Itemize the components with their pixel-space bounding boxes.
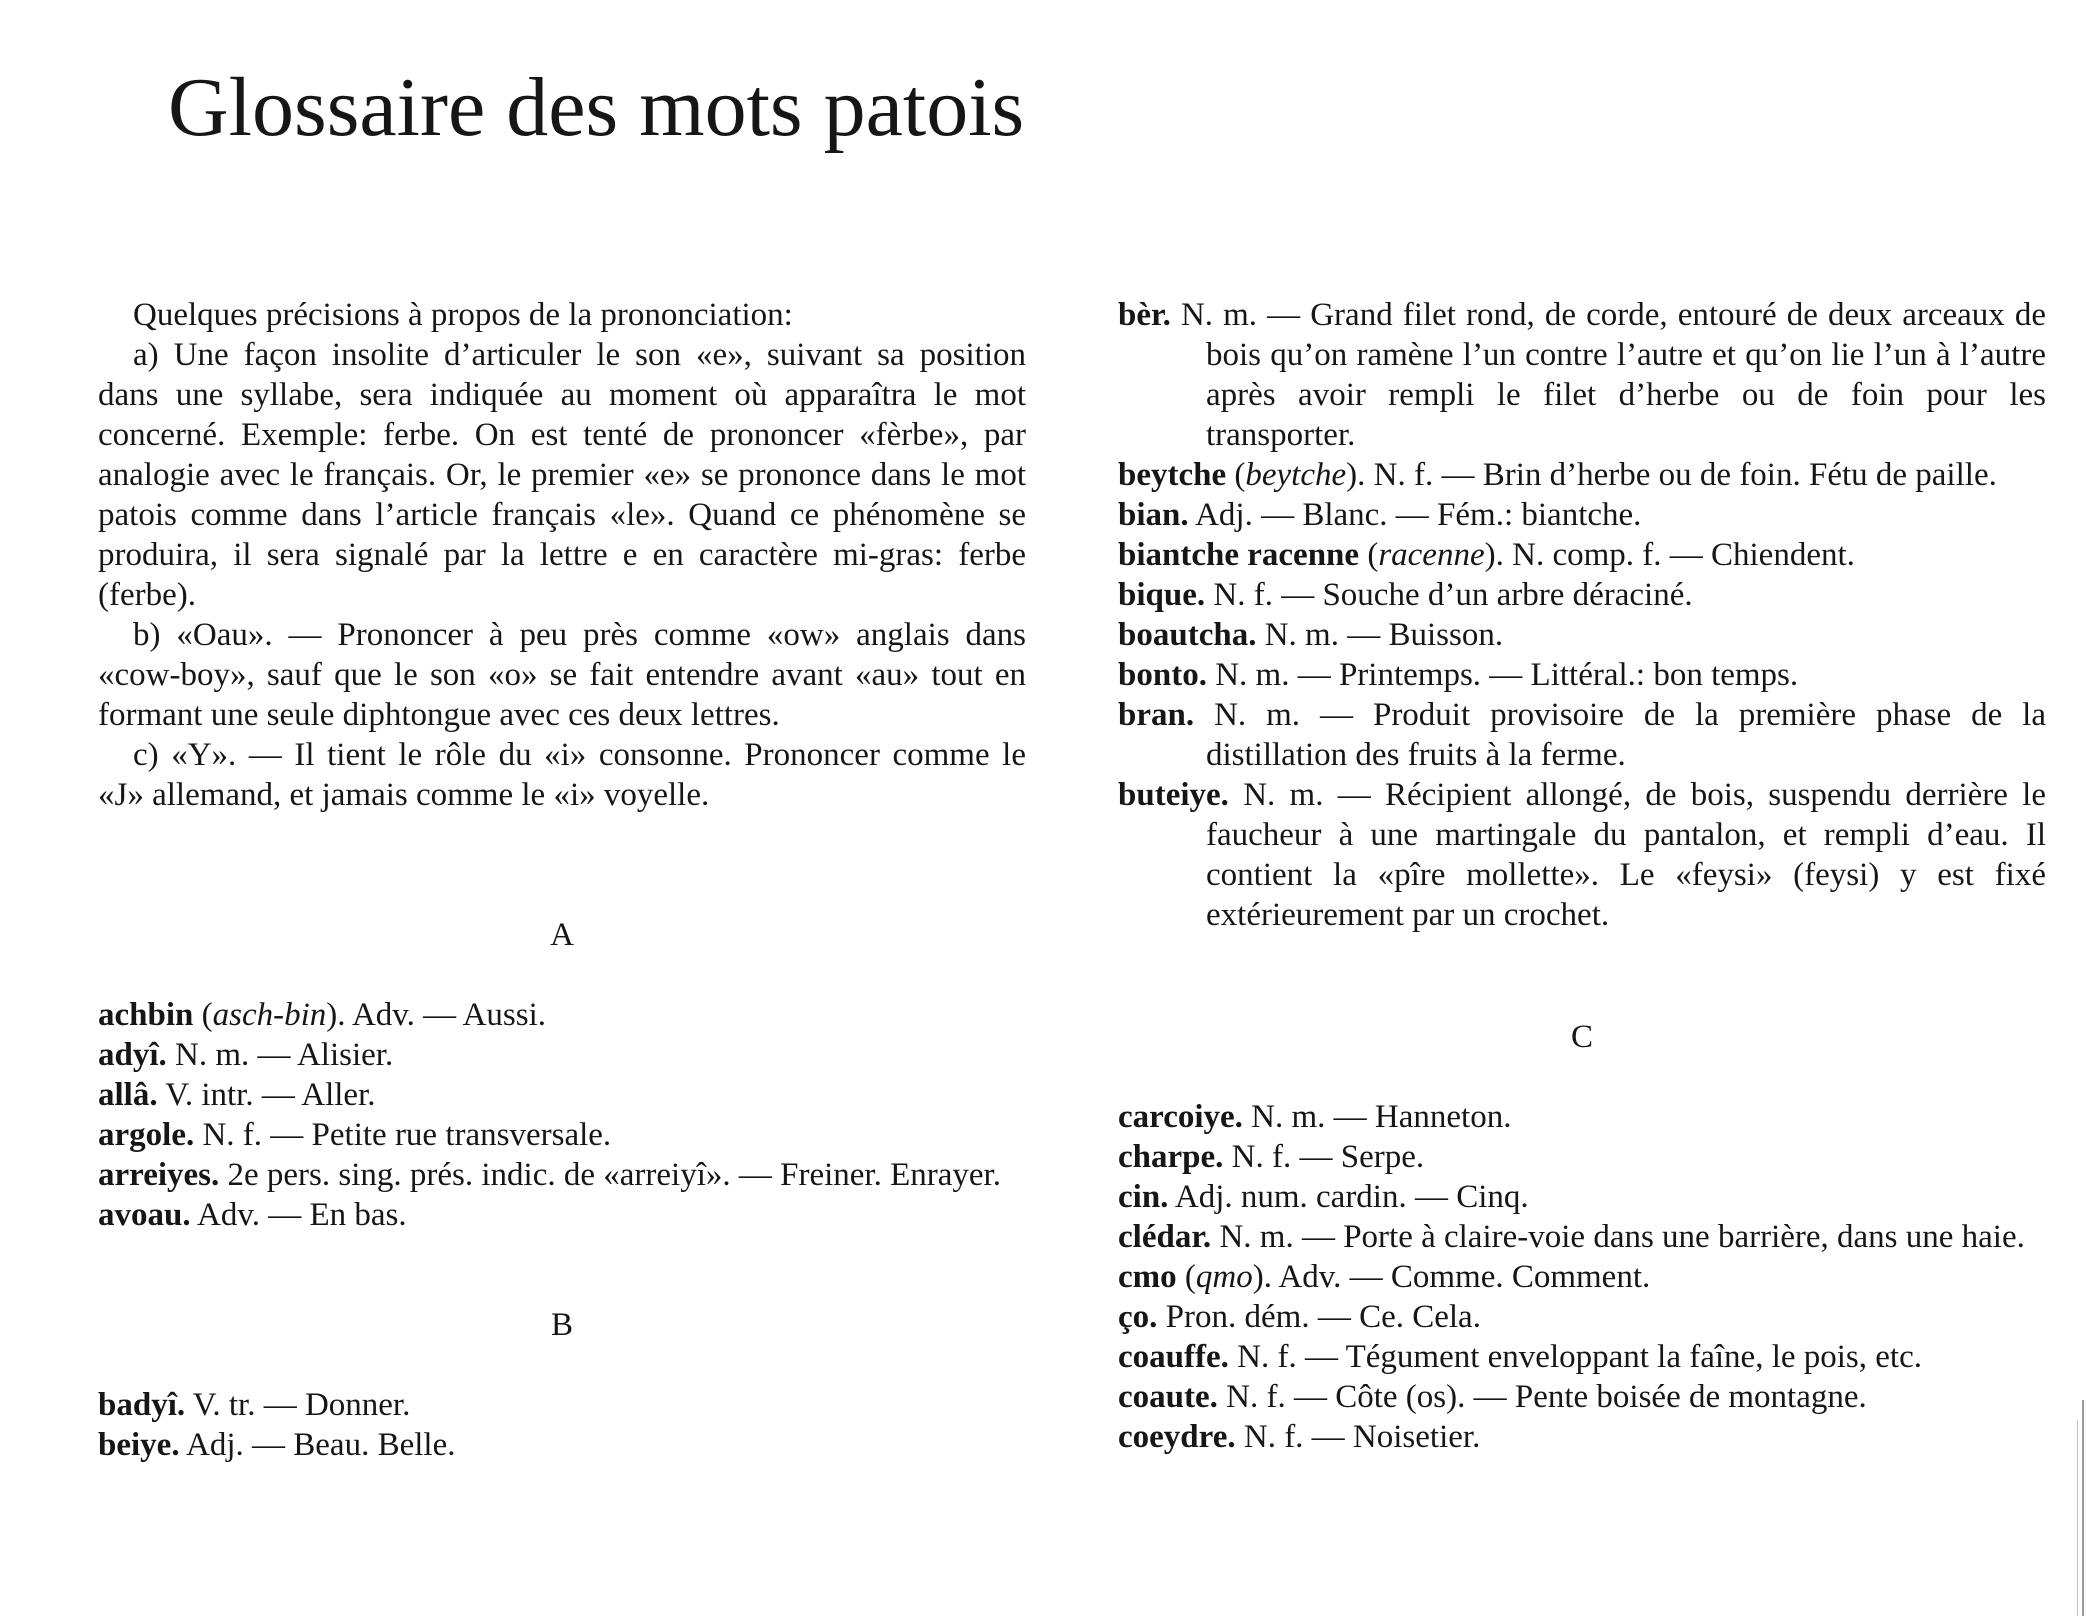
entry-headword: bian. <box>1118 497 1189 533</box>
entry-headword: charpe. <box>1118 1139 1224 1175</box>
glossary-entry <box>1118 655 2046 695</box>
glossary-entry <box>1118 1297 2046 1337</box>
entry-definition: N. f. — Tégument enveloppant la faîne, le pois, etc. <box>1237 1339 1922 1375</box>
section-letter-a: A <box>550 917 574 953</box>
glossary-entry <box>98 1385 1026 1425</box>
glossary-entry: beytche (beytche). N. f. — Brin d’herbe ou de foin. Fétu de paille. <box>1118 457 1997 493</box>
entry-headword: bonto. <box>1118 657 1207 693</box>
pronunciation-notes <box>98 295 1026 815</box>
entry-definition: Adj. — Blanc. — Fém.: biantche. <box>1195 497 1642 533</box>
glossary-entry <box>1118 1377 2046 1417</box>
entry-definition: Adj. — Beau. Belle. <box>186 1427 456 1463</box>
glossary-entry <box>1118 695 2046 775</box>
entry-definition: N. m. — Produit provisoire de la première phase de la distillation des fruits à la ferme. <box>1206 697 2046 773</box>
entry-pronunciation: asch-bin <box>212 997 327 1033</box>
glossary-entry <box>1118 1217 2046 1257</box>
entry-definition: N. m. — Porte à claire-voie dans une barrière, dans une haie. <box>1219 1219 2025 1255</box>
glossary-entry <box>98 1425 1026 1465</box>
glossary-entry <box>1118 775 2046 935</box>
glossary-entry <box>1118 575 2046 615</box>
intro-note-c: c) «Y». — Il tient le rôle du «i» consonne. Prononcer comme le «J» allemand, et jamais comme le «i» voyelle. <box>98 737 1026 813</box>
glossary-entry <box>98 1035 1026 1075</box>
entry-headword: beiye. <box>98 1427 180 1463</box>
glossary-entry <box>1118 1097 2046 1137</box>
entry-pronunciation: qmo <box>1195 1259 1253 1295</box>
entry-definition: N. m. — Printemps. — Littéral.: bon temps. <box>1215 657 1799 693</box>
entry-definition: Adv. — Aussi. <box>351 997 547 1033</box>
glossary-entry <box>1118 1337 2046 1377</box>
entry-headword: ço. <box>1118 1299 1158 1335</box>
entry-headword: cin. <box>1118 1179 1169 1215</box>
entry-definition: N. f. — Petite rue transversale. <box>202 1117 612 1153</box>
glossary-entry <box>98 1155 1026 1195</box>
glossary-entry <box>1118 495 2046 535</box>
section-letter-b: B <box>550 1307 573 1343</box>
entry-definition: Adv. — En bas. <box>197 1197 407 1233</box>
entry-pronunciation: beytche <box>1245 457 1347 493</box>
entry-headword: coaute. <box>1118 1379 1218 1415</box>
entry-definition: Adj. num. cardin. — Cinq. <box>1174 1179 1529 1215</box>
entry-definition: Pron. dém. — Ce. Cela. <box>1165 1299 1481 1335</box>
entry-definition: N. f. — Brin d’herbe ou de foin. Fétu de paille. <box>1373 457 1997 493</box>
entry-headword: avoau. <box>98 1197 191 1233</box>
glossary-entry <box>98 1075 1026 1115</box>
entry-headword: coauffe. <box>1118 1339 1229 1375</box>
entry-headword: badyî. <box>98 1387 186 1423</box>
page-title: Glossaire des mots patois <box>168 61 1025 154</box>
right-column <box>1118 295 2046 1457</box>
entry-headword: adyî. <box>98 1037 167 1073</box>
entry-definition: N. m. — Récipient allongé, de bois, suspendu derrière le faucheur à une martingale du pantalon, et rempli d’eau. Il contient la «pîre mollette». Le «feysi» (feysi) y est fixé extérieurement par un crochet. <box>1206 777 2046 933</box>
glossary-entry <box>1118 1137 2046 1177</box>
section-letter-c: C <box>1570 1019 1593 1055</box>
entry-headword: boautcha. <box>1118 617 1257 653</box>
entry-definition: N. m. — Hanneton. <box>1251 1099 1512 1135</box>
glossary-entry <box>1118 295 2046 455</box>
section-b-entries <box>98 1385 1026 1465</box>
entry-definition: V. intr. — Aller. <box>165 1077 376 1113</box>
glossary-entry: achbin (asch-bin). Adv. — Aussi. <box>98 997 547 1033</box>
intro-note-a: a) Une façon insolite d’articuler le son «e», suivant sa position dans une syllabe, sera indiquée au moment où apparaîtra le mot concerné. Exemple: ferbe. On est tenté de prononcer «fèrbe», par analogie avec le français. Or, le premier «e» se prononce dans le mot patois comme dans l’article français «le». Quand ce phénomène se produira, il sera signalé par la lettre e en caractère mi-gras: ferbe (ferbe). <box>98 337 1026 613</box>
entry-definition: N. m. — Alisier. <box>175 1037 394 1073</box>
entry-pronunciation: racenne <box>1378 537 1485 573</box>
entry-headword: allâ. <box>98 1077 158 1113</box>
intro-note-b: b) «Oau». — Prononcer à peu près comme «ow» anglais dans «cow-boy», sauf que le son «o» se fait entendre avant «au» tout en formant une seule diphtongue avec ces deux lettres. <box>98 617 1026 733</box>
section-a-entries <box>98 995 1026 1235</box>
glossary-entry <box>98 1115 1026 1155</box>
glossary-entry <box>98 1195 1026 1235</box>
entry-headword: bique. <box>1118 577 1206 613</box>
entry-definition: N. m. — Buisson. <box>1264 617 1504 653</box>
entry-headword: bran. <box>1118 697 1195 733</box>
glossary-entry <box>1118 615 2046 655</box>
entry-headword: beytche <box>1118 457 1227 493</box>
entry-definition: N. m. — Grand filet rond, de corde, entouré de deux arceaux de bois qu’on ramène l’un contre l’autre et qu’on lie l’un à l’autre après avoir rempli le filet d’herbe ou de foin pour les transporter. <box>1180 297 2047 453</box>
entry-definition: N. f. — Noisetier. <box>1243 1419 1481 1455</box>
glossary-entry <box>1118 1177 2046 1217</box>
entry-definition: N. f. — Souche d’un arbre déraciné. <box>1213 577 1693 613</box>
entry-definition: N. f. — Serpe. <box>1231 1139 1425 1175</box>
left-column <box>98 295 1026 1465</box>
glossary-entry: biantche racenne (racenne). N. comp. f. — Chiendent. <box>1118 537 1855 573</box>
page-edge-line <box>2077 1420 2078 1616</box>
intro-heading: Quelques précisions à propos de la prononciation: <box>133 297 793 333</box>
entry-headword: achbin <box>98 997 194 1033</box>
entry-headword: cmo <box>1118 1259 1177 1295</box>
entry-headword: buteiye. <box>1118 777 1229 813</box>
entry-headword: bèr. <box>1118 297 1171 333</box>
glossary-entry <box>1118 1417 2046 1457</box>
entry-headword: carcoiye. <box>1118 1099 1243 1135</box>
entry-headword: clédar. <box>1118 1219 1212 1255</box>
entry-definition: V. tr. — Donner. <box>192 1387 411 1423</box>
glossary-entry: cmo (qmo). Adv. — Comme. Comment. <box>1118 1259 1651 1295</box>
entry-headword: coeydre. <box>1118 1419 1236 1455</box>
entry-definition: 2e pers. sing. prés. indic. de «arreiyî». — Freiner. Enrayer. <box>227 1157 1001 1193</box>
section-c-entries <box>1118 1097 2046 1457</box>
entry-headword: arreiyes. <box>98 1157 220 1193</box>
section-b-continued-entries <box>1118 295 2046 935</box>
entry-definition: Adv. — Comme. Comment. <box>1278 1259 1651 1295</box>
entry-headword: biantche racenne <box>1118 537 1360 573</box>
page-edge-shadow <box>2082 1400 2084 1616</box>
entry-headword: argole. <box>98 1117 195 1153</box>
entry-definition: N. f. — Côte (os). — Pente boisée de montagne. <box>1226 1379 1867 1415</box>
entry-definition: N. comp. f. — Chiendent. <box>1512 537 1855 573</box>
